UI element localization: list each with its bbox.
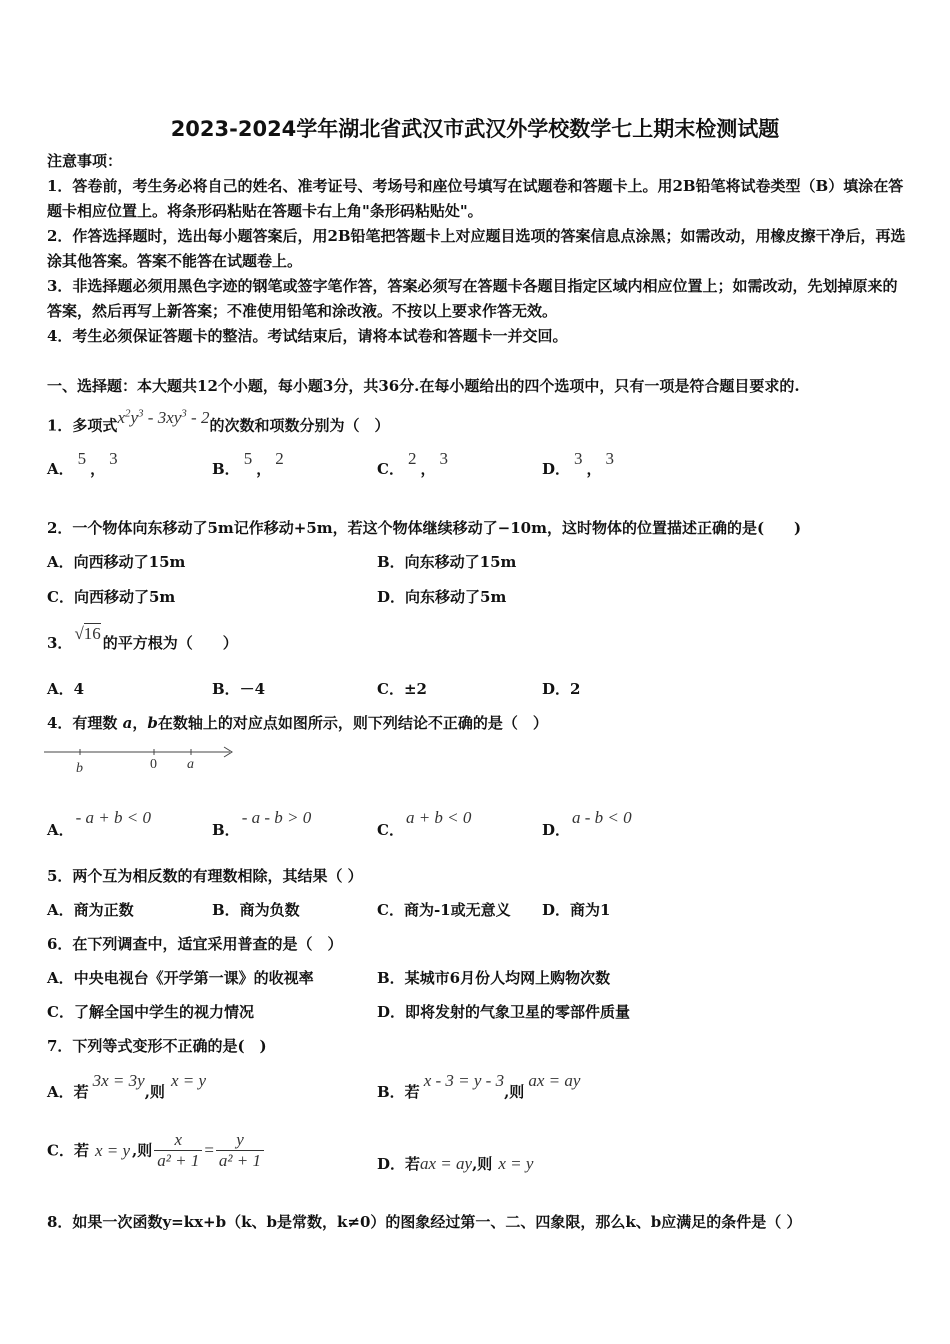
- question-4: 4．有理数 a，b在数轴上的对应点如图所示，则下列结论不正确的是（ ）: [47, 714, 548, 732]
- notice-item-4: 4．考生必须保证答题卡的整洁。考试结束后，请将本试卷和答题卡一并交回。: [47, 327, 568, 345]
- q5-option-d: D．商为1: [542, 901, 611, 919]
- q6-option-a: A．中央电视台《开学第一课》的收视率: [47, 969, 314, 987]
- q1-option-a: A．5，3: [47, 449, 118, 478]
- question-6: 6．在下列调查中，适宜采用普查的是（ ）: [47, 935, 343, 953]
- q2-option-b: B．向东移动了15m: [377, 553, 517, 571]
- q5-option-a: A．商为正数: [47, 901, 134, 919]
- sqrt-16: √16: [74, 624, 101, 643]
- question-7: 7．下列等式变形不正确的是( ): [47, 1037, 267, 1055]
- fraction-y-over: $\frac{y}{\text{a² + 1}}$: [216, 1130, 264, 1171]
- page-title: 2023-2024学年湖北省武汉市武汉外学校数学七上期末检测试题: [170, 117, 780, 141]
- q7-option-d: D．若ax = ay,则 x = y: [377, 1154, 534, 1173]
- q4-option-d: D．a - b < 0: [542, 808, 632, 839]
- q6-option-b: B．某城市6月份人均网上购物次数: [377, 969, 611, 987]
- q4-option-b: B．- a - b > 0: [212, 808, 312, 839]
- q1-stem-post: 的次数和项数分别为（ ）: [209, 416, 390, 435]
- section-heading: 一、选择题：本大题共12个小题，每小题3分，共36分.在每小题给出的四个选项中，只有一项是符合题目要求的.: [47, 377, 800, 395]
- q2-option-d: D．向东移动了5m: [377, 588, 507, 606]
- question-5: 5．两个互为相反数的有理数相除，其结果（ ）: [47, 867, 363, 885]
- q1-option-d: D．3，3: [542, 449, 615, 478]
- axis-label-zero: 0: [150, 757, 157, 772]
- notice-item-3: 3．非选择题必须用黑色字迹的钢笔或签字笔作答，答案必须写在答题卡各题目指定区域内相应位置上；如需改动，先划掉原来的答案，然后再写上新答案；不准使用铅笔和涂改液。不按以上要求作答无效。: [47, 277, 898, 320]
- q7-option-a: A．若3x = 3y,则x = y: [47, 1071, 206, 1101]
- question-1: [47, 407, 390, 436]
- axis-label-b: b: [76, 761, 83, 776]
- question-3: 3． √16 的平方根为（ ）: [47, 624, 238, 652]
- q6-option-d: D．即将发射的气象卫星的零部件质量: [377, 1003, 631, 1021]
- q1-polynomial: $x^2y^3 - 3xy^3 - 2$: [117, 407, 210, 427]
- q3-option-c: C．±2: [377, 680, 427, 698]
- question-2: 2．一个物体向东移动了5m记作移动+5m，若这个物体继续移动了−10m，这时物体的位置描述正确的是( ): [47, 519, 802, 537]
- question-8: 8．如果一次函数y=kx+b（k、b是常数，k≠0）的图象经过第一、二、四象限，那么k、b应满足的条件是（ ）: [47, 1213, 802, 1231]
- q5-option-c: C．商为-1或无意义: [377, 901, 511, 919]
- fraction-x-over: $\frac{x}{\text{a² + 1}}$: [154, 1130, 202, 1171]
- q1-option-c: C．2，3: [377, 449, 448, 478]
- q7-option-c: C．若 x = y ,则 $\frac{x}{\text{a² + 1}}$ = $\frac{y}{\text{a² + 1}}$: [47, 1130, 266, 1171]
- notice-item-1: 1．答卷前，考生务必将自己的姓名、准考证号、考场号和座位号填写在试题卷和答题卡上。用2B铅笔将试卷类型（B）填涂在答题卡相应位置上。将条形码粘贴在答题卡右上角"条形码粘贴处"。: [47, 177, 904, 220]
- q2-option-a: A．向西移动了15m: [47, 553, 186, 571]
- q4-option-a: A．- a + b < 0: [47, 808, 151, 839]
- q7-option-b: B．若x - 3 = y - 3,则ax = ay: [377, 1071, 581, 1101]
- q1-stem-pre: 1．多项式: [47, 416, 118, 435]
- q3-option-b: B．－4: [212, 680, 266, 698]
- q6-option-c: C．了解全国中学生的视力情况: [47, 1003, 254, 1021]
- q3-option-d: D．2: [542, 680, 581, 698]
- q4-option-c: C．a + b < 0: [377, 808, 472, 839]
- notice-item-2: 2．作答选择题时，选出每小题答案后，用2B铅笔把答题卡上对应题目选项的答案信息点涂黑；如需改动，用橡皮擦干净后，再选涂其他答案。答案不能答在试题卷上。: [47, 227, 906, 270]
- q3-option-a: A．4: [47, 680, 85, 698]
- axis-label-a: a: [187, 757, 194, 772]
- notice-heading: 注意事项：: [47, 152, 123, 170]
- q1-option-b: B．5，2: [212, 449, 284, 478]
- number-line: [44, 740, 244, 776]
- q5-option-b: B．商为负数: [212, 901, 300, 919]
- q2-option-c: C．向西移动了5m: [47, 588, 176, 606]
